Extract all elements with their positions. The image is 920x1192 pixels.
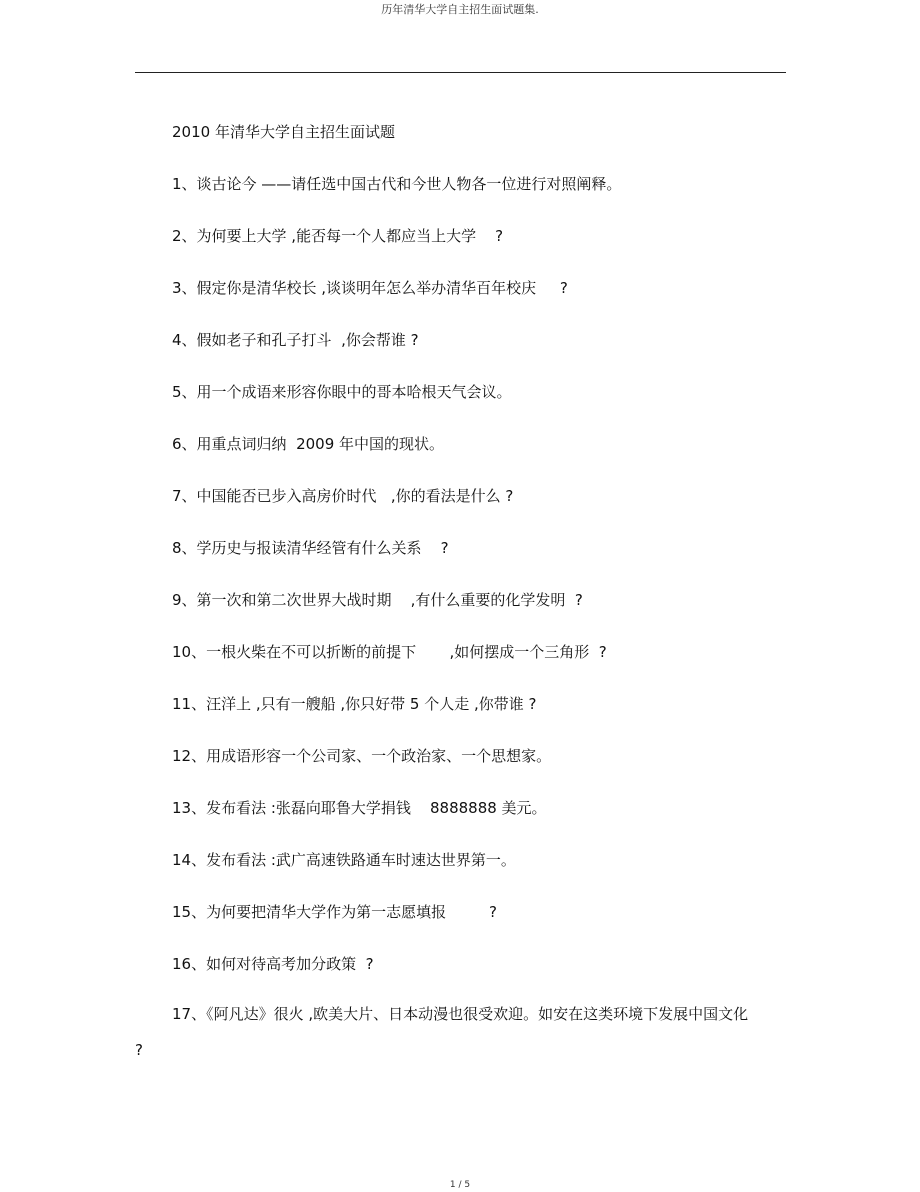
question-item: 3、假定你是清华校长 ,谈谈明年怎么举办清华百年校庆 ? — [172, 279, 568, 297]
question-item: 12、用成语形容一个公司家、一个政治家、一个思想家。 — [172, 747, 552, 765]
question-item: 4、假如老子和孔子打斗 ,你会帮谁 ? — [172, 331, 419, 349]
question-item: 1、谈古论今 ——请任选中国古代和今世人物各一位进行对照阐释。 — [172, 175, 622, 193]
question-item: 15、为何要把清华大学作为第一志愿填报 ? — [172, 903, 497, 921]
question-item: 5、用一个成语来形容你眼中的哥本哈根天气会议。 — [172, 383, 512, 401]
question-item: 14、发布看法 :武广高速铁路通车时速达世界第一。 — [172, 851, 516, 869]
question-item: 8、学历史与报读清华经管有什么关系 ? — [172, 539, 449, 557]
question-item: 2、为何要上大学 ,能否每一个人都应当上大学 ? — [172, 227, 504, 245]
question-item: 7、中国能否已步入高房价时代 ,你的看法是什么 ? — [172, 487, 514, 505]
question-item: 13、发布看法 :张磊向耶鲁大学捐钱 8888888 美元。 — [172, 799, 547, 817]
question-item: 11、汪洋上 ,只有一艘船 ,你只好带 5 个人走 ,你带谁 ? — [172, 695, 537, 713]
question-item: 16、如何对待高考加分政策 ? — [172, 955, 374, 973]
page-header-title: 历年清华大学自主招生面试题集. — [381, 3, 539, 16]
document-heading: 2010 年清华大学自主招生面试题 — [172, 123, 395, 141]
page-number: 1 / 5 — [449, 1180, 471, 1190]
question-item: 9、第一次和第二次世界大战时期 ,有什么重要的化学发明 ? — [172, 591, 583, 609]
question-item: 6、用重点词归纳 2009 年中国的现状。 — [172, 435, 445, 453]
question-item: 17、《阿凡达》很火 ,欧美大片、日本动漫也很受欢迎。如安在这类环境下发展中国文化 ? — [135, 1005, 753, 1059]
question-item: 10、一根火柴在不可以折断的前提下 ,如何摆成一个三角形 ? — [172, 643, 607, 661]
header-divider — [135, 72, 786, 73]
